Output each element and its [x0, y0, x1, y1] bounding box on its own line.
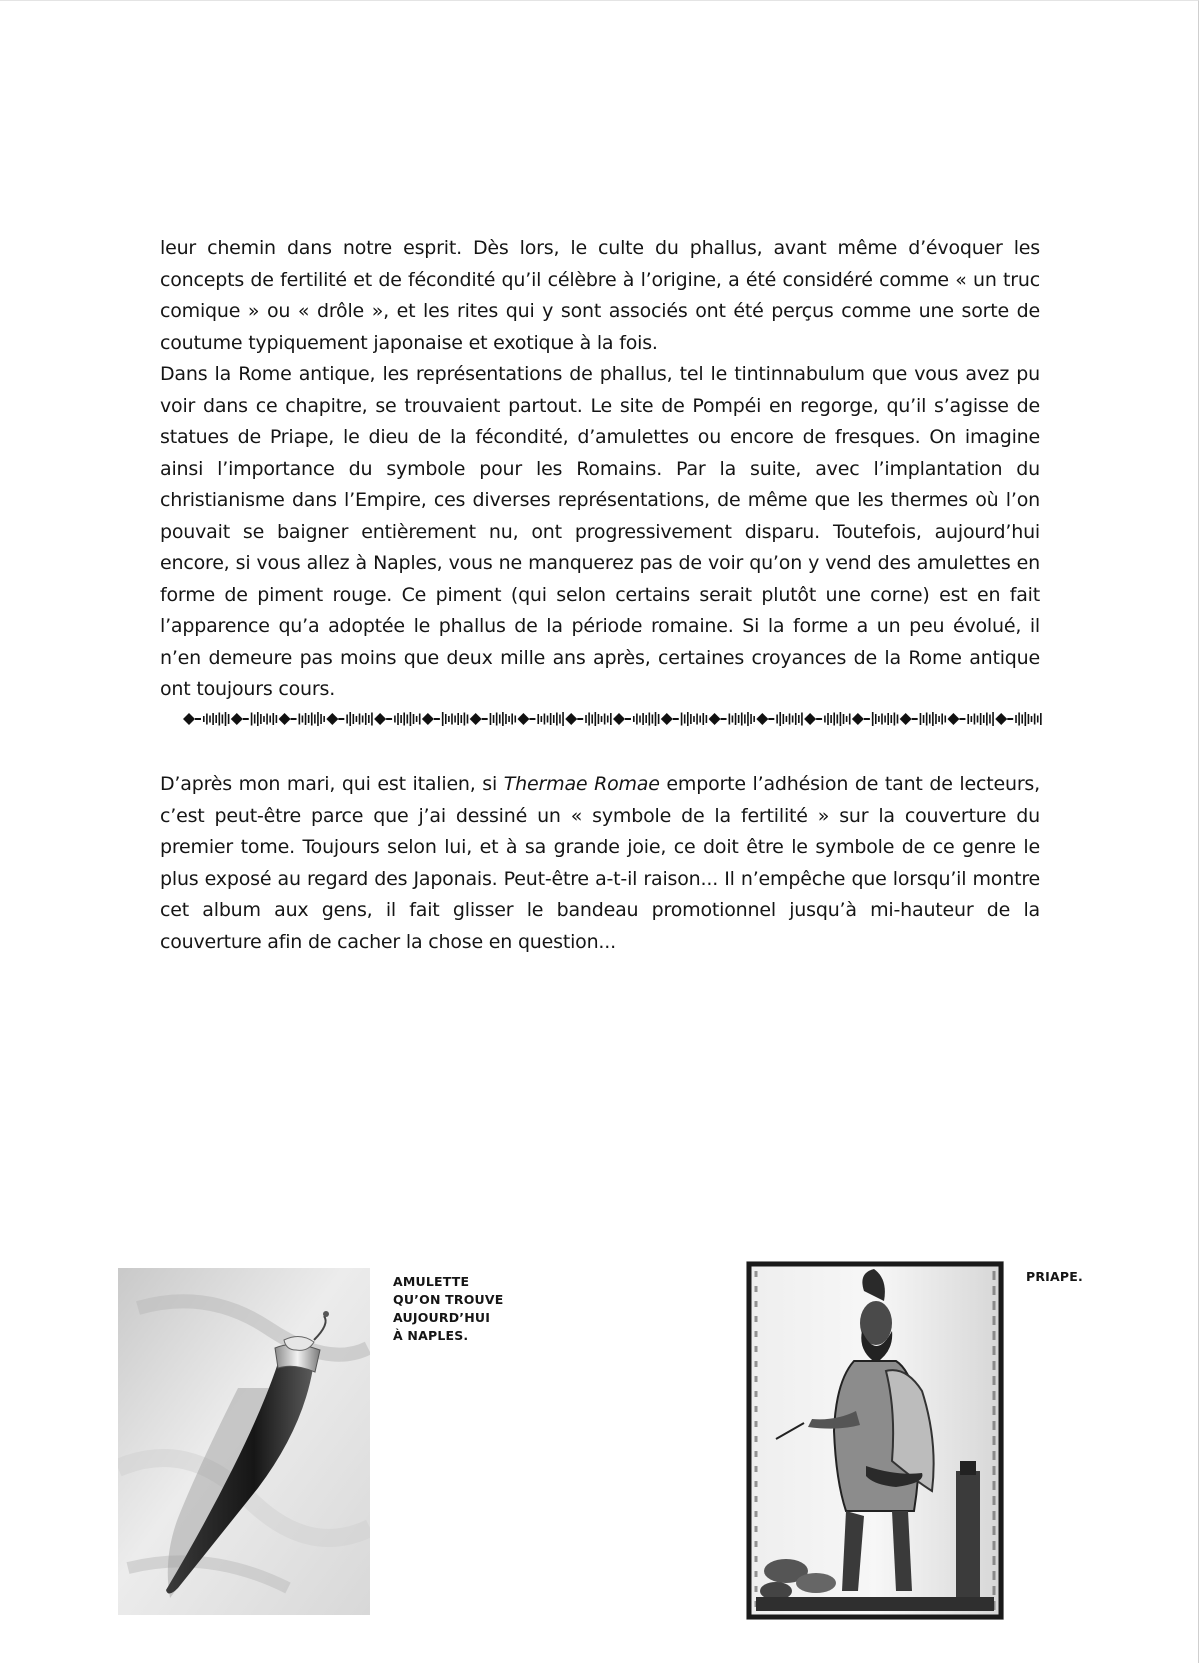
- divider-diamond: [613, 713, 625, 725]
- paragraph-1: leur chemin dans notre esprit. Dès lors, le culte du phallus, avant même d’évoquer les concepts de fertilité et de fécondité qu’il célèbre à l’origine, a été considéré comme « un truc comique » ou « drôle », et les rites qui y sont associés ont été perçus comme une sorte de coutume typiquement japonaise et exotique à la fois.: [160, 237, 1040, 354]
- caption-amulet-line-2: QU’ON TROUVE: [393, 1292, 504, 1307]
- divider-glyphs: [299, 712, 325, 726]
- divider-glyphs: [633, 712, 659, 726]
- caption-priapus: PRIAPE.: [1026, 1269, 1083, 1284]
- title-thermae-romae: Thermae Romae: [503, 773, 660, 795]
- divider-glyphs: [490, 712, 516, 726]
- divider-glyphs: [824, 712, 850, 726]
- paragraph-3-start: D’après mon mari, qui est italien, si: [160, 773, 504, 795]
- divider-glyphs: [920, 712, 946, 726]
- divider-diamond: [995, 713, 1007, 725]
- divider-dash: [768, 718, 774, 720]
- paragraph-2: Dans la Rome antique, les représentations de phallus, tel le tintinnabulum que vous avez pu voir dans ce chapitre, se trouvaient partout. Le site de Pompéi en regorge, qu’il s’agisse de statues de Priape, le dieu de la fécondité, d’amulettes ou encore de fresques. On imagine ainsi l’importance du symbole pour les Romains. Par la suite, avec l’implantation du christianisme dans l’Empire, ces diverses représentations, de même que les thermes où l’on pouvait se baigner entièrement nu, ont progressivement disparu. Toutefois, aujourd’hui encore, si vous allez à Naples, vous ne manquerez pas de voir qu’on y vend des amulettes en forme de piment rouge. Ce piment (qui selon certains serait plutôt une corne) est en fait l’apparence qu’a adoptée le phallus de la période romaine. Si la forme a un peu évolué, il n’en demeure pas moins que deux mille ans après, certaines croyances de la Rome antique ont toujours cours.: [160, 363, 1040, 700]
- divider-diamond: [565, 713, 577, 725]
- divider-glyphs: [537, 712, 563, 726]
- divider-dash: [912, 718, 918, 720]
- amulet-photo: [118, 1268, 370, 1615]
- divider-dash: [721, 718, 727, 720]
- divider-glyphs: [872, 712, 898, 726]
- caption-amulet-line-1: AMULETTE: [393, 1274, 470, 1289]
- divider-glyphs: [203, 712, 229, 726]
- divider-dash: [529, 718, 535, 720]
- caption-amulet: [393, 1273, 513, 1345]
- divider-glyphs: [346, 712, 372, 726]
- divider-diamond: [804, 713, 816, 725]
- divider-dash: [482, 718, 488, 720]
- divider-glyphs: [681, 712, 707, 726]
- divider-diamond: [470, 713, 482, 725]
- divider-dash: [673, 718, 679, 720]
- divider-dash: [243, 718, 249, 720]
- divider-dash: [338, 718, 344, 720]
- divider-glyphs: [776, 712, 802, 726]
- divider-glyphs: [442, 712, 468, 726]
- divider-diamond: [852, 713, 864, 725]
- divider-dash: [195, 718, 201, 720]
- divider-diamond: [947, 713, 959, 725]
- divider-diamond: [709, 713, 721, 725]
- divider-dash: [816, 718, 822, 720]
- divider-glyphs: [1015, 712, 1041, 726]
- divider-diamond: [661, 713, 673, 725]
- divider-dash: [959, 718, 965, 720]
- ornamental-divider: [182, 708, 1042, 730]
- divider-glyphs: [729, 712, 755, 726]
- divider-glyphs: [967, 712, 993, 726]
- divider-dash: [291, 718, 297, 720]
- caption-amulet-line-4: À NAPLES.: [393, 1328, 469, 1343]
- divider-glyphs: [251, 712, 277, 726]
- divider-diamond: [231, 713, 243, 725]
- paragraph-3-end: emporte l’adhésion de tant de lecteurs, c’est peut-être parce que j’ai dessiné un « symbole de la fertilité » sur la couverture du premier tome. Toujours selon lui, et à sa grande joie, ce doit être le symbole de ce genre le plus exposé au regard des Japonais. Peut-être a-t-il raison... Il n’empêche que lorsqu’il montre cet album aux gens, il fait glisser le bandeau promotionnel jusqu’à mi-hauteur de la couverture afin de cacher la chose en question...: [160, 773, 1040, 953]
- divider-diamond: [756, 713, 768, 725]
- divider-dash: [864, 718, 870, 720]
- divider-diamond: [517, 713, 529, 725]
- divider-dash: [1007, 718, 1013, 720]
- text-block-anecdote: [160, 769, 1040, 958]
- divider-dash: [434, 718, 440, 720]
- divider-diamond: [183, 713, 195, 725]
- divider-diamond: [900, 713, 912, 725]
- divider-dash: [625, 718, 631, 720]
- divider-glyphs: [585, 712, 611, 726]
- divider-dash: [577, 718, 583, 720]
- caption-amulet-line-3: AUJOURD’HUI: [393, 1310, 491, 1325]
- text-block-intro: [160, 233, 1040, 706]
- divider-diamond: [422, 713, 434, 725]
- divider-diamond: [374, 713, 386, 725]
- priapus-fresco: [746, 1261, 1004, 1620]
- divider-diamond: [326, 713, 338, 725]
- divider-glyphs: [394, 712, 420, 726]
- divider-dash: [386, 718, 392, 720]
- paragraph-3: [160, 769, 1040, 958]
- divider-diamond: [279, 713, 291, 725]
